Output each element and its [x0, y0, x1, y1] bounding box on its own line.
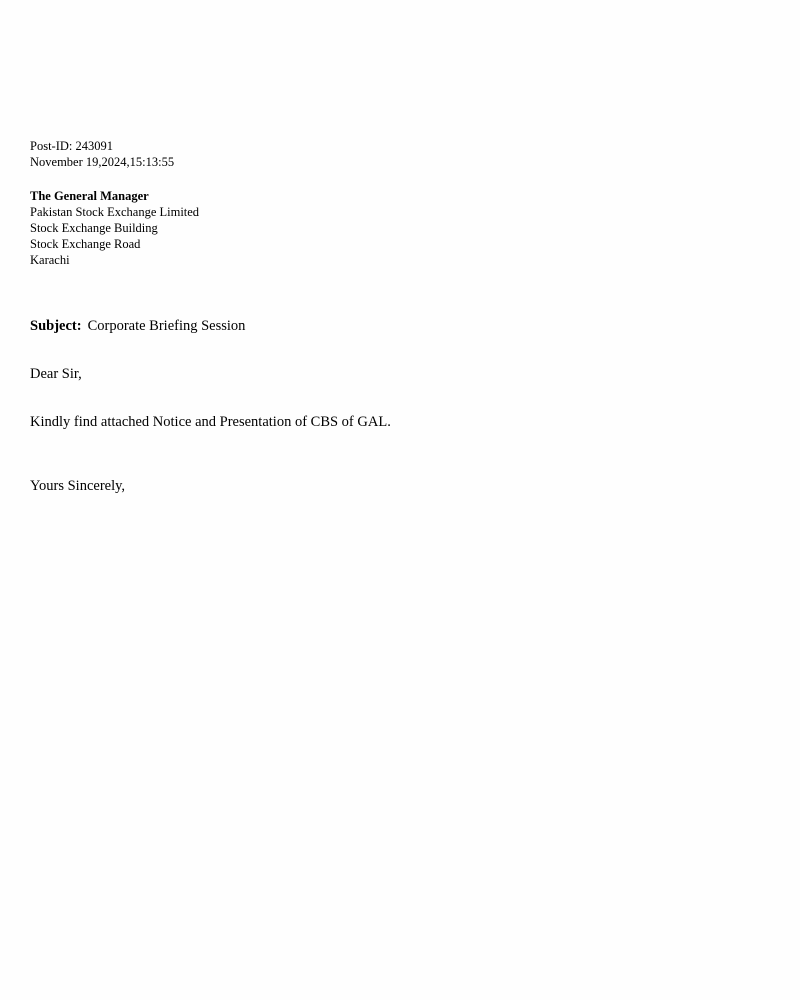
subject-text: Corporate Briefing Session [87, 318, 246, 334]
closing: Yours Sincerely, [30, 478, 126, 494]
salutation: Dear Sir, [30, 366, 82, 382]
recipient-name: The General Manager [30, 189, 149, 203]
subject-label: Subject: [30, 318, 82, 334]
recipient-city: Karachi [30, 253, 70, 267]
post-id: Post-ID: 243091 [30, 139, 113, 153]
recipient-building: Stock Exchange Building [30, 221, 158, 235]
letter-body: Kindly find attached Notice and Presentation of CBS of GAL. [30, 414, 391, 430]
recipient-organization: Pakistan Stock Exchange Limited [30, 205, 200, 219]
subject-line [30, 317, 770, 335]
recipient-road: Stock Exchange Road [30, 237, 141, 251]
post-timestamp: November 19,2024,15:13:55 [30, 155, 175, 169]
recipient-address [30, 188, 770, 268]
letter [30, 138, 770, 495]
post-meta [30, 138, 770, 170]
